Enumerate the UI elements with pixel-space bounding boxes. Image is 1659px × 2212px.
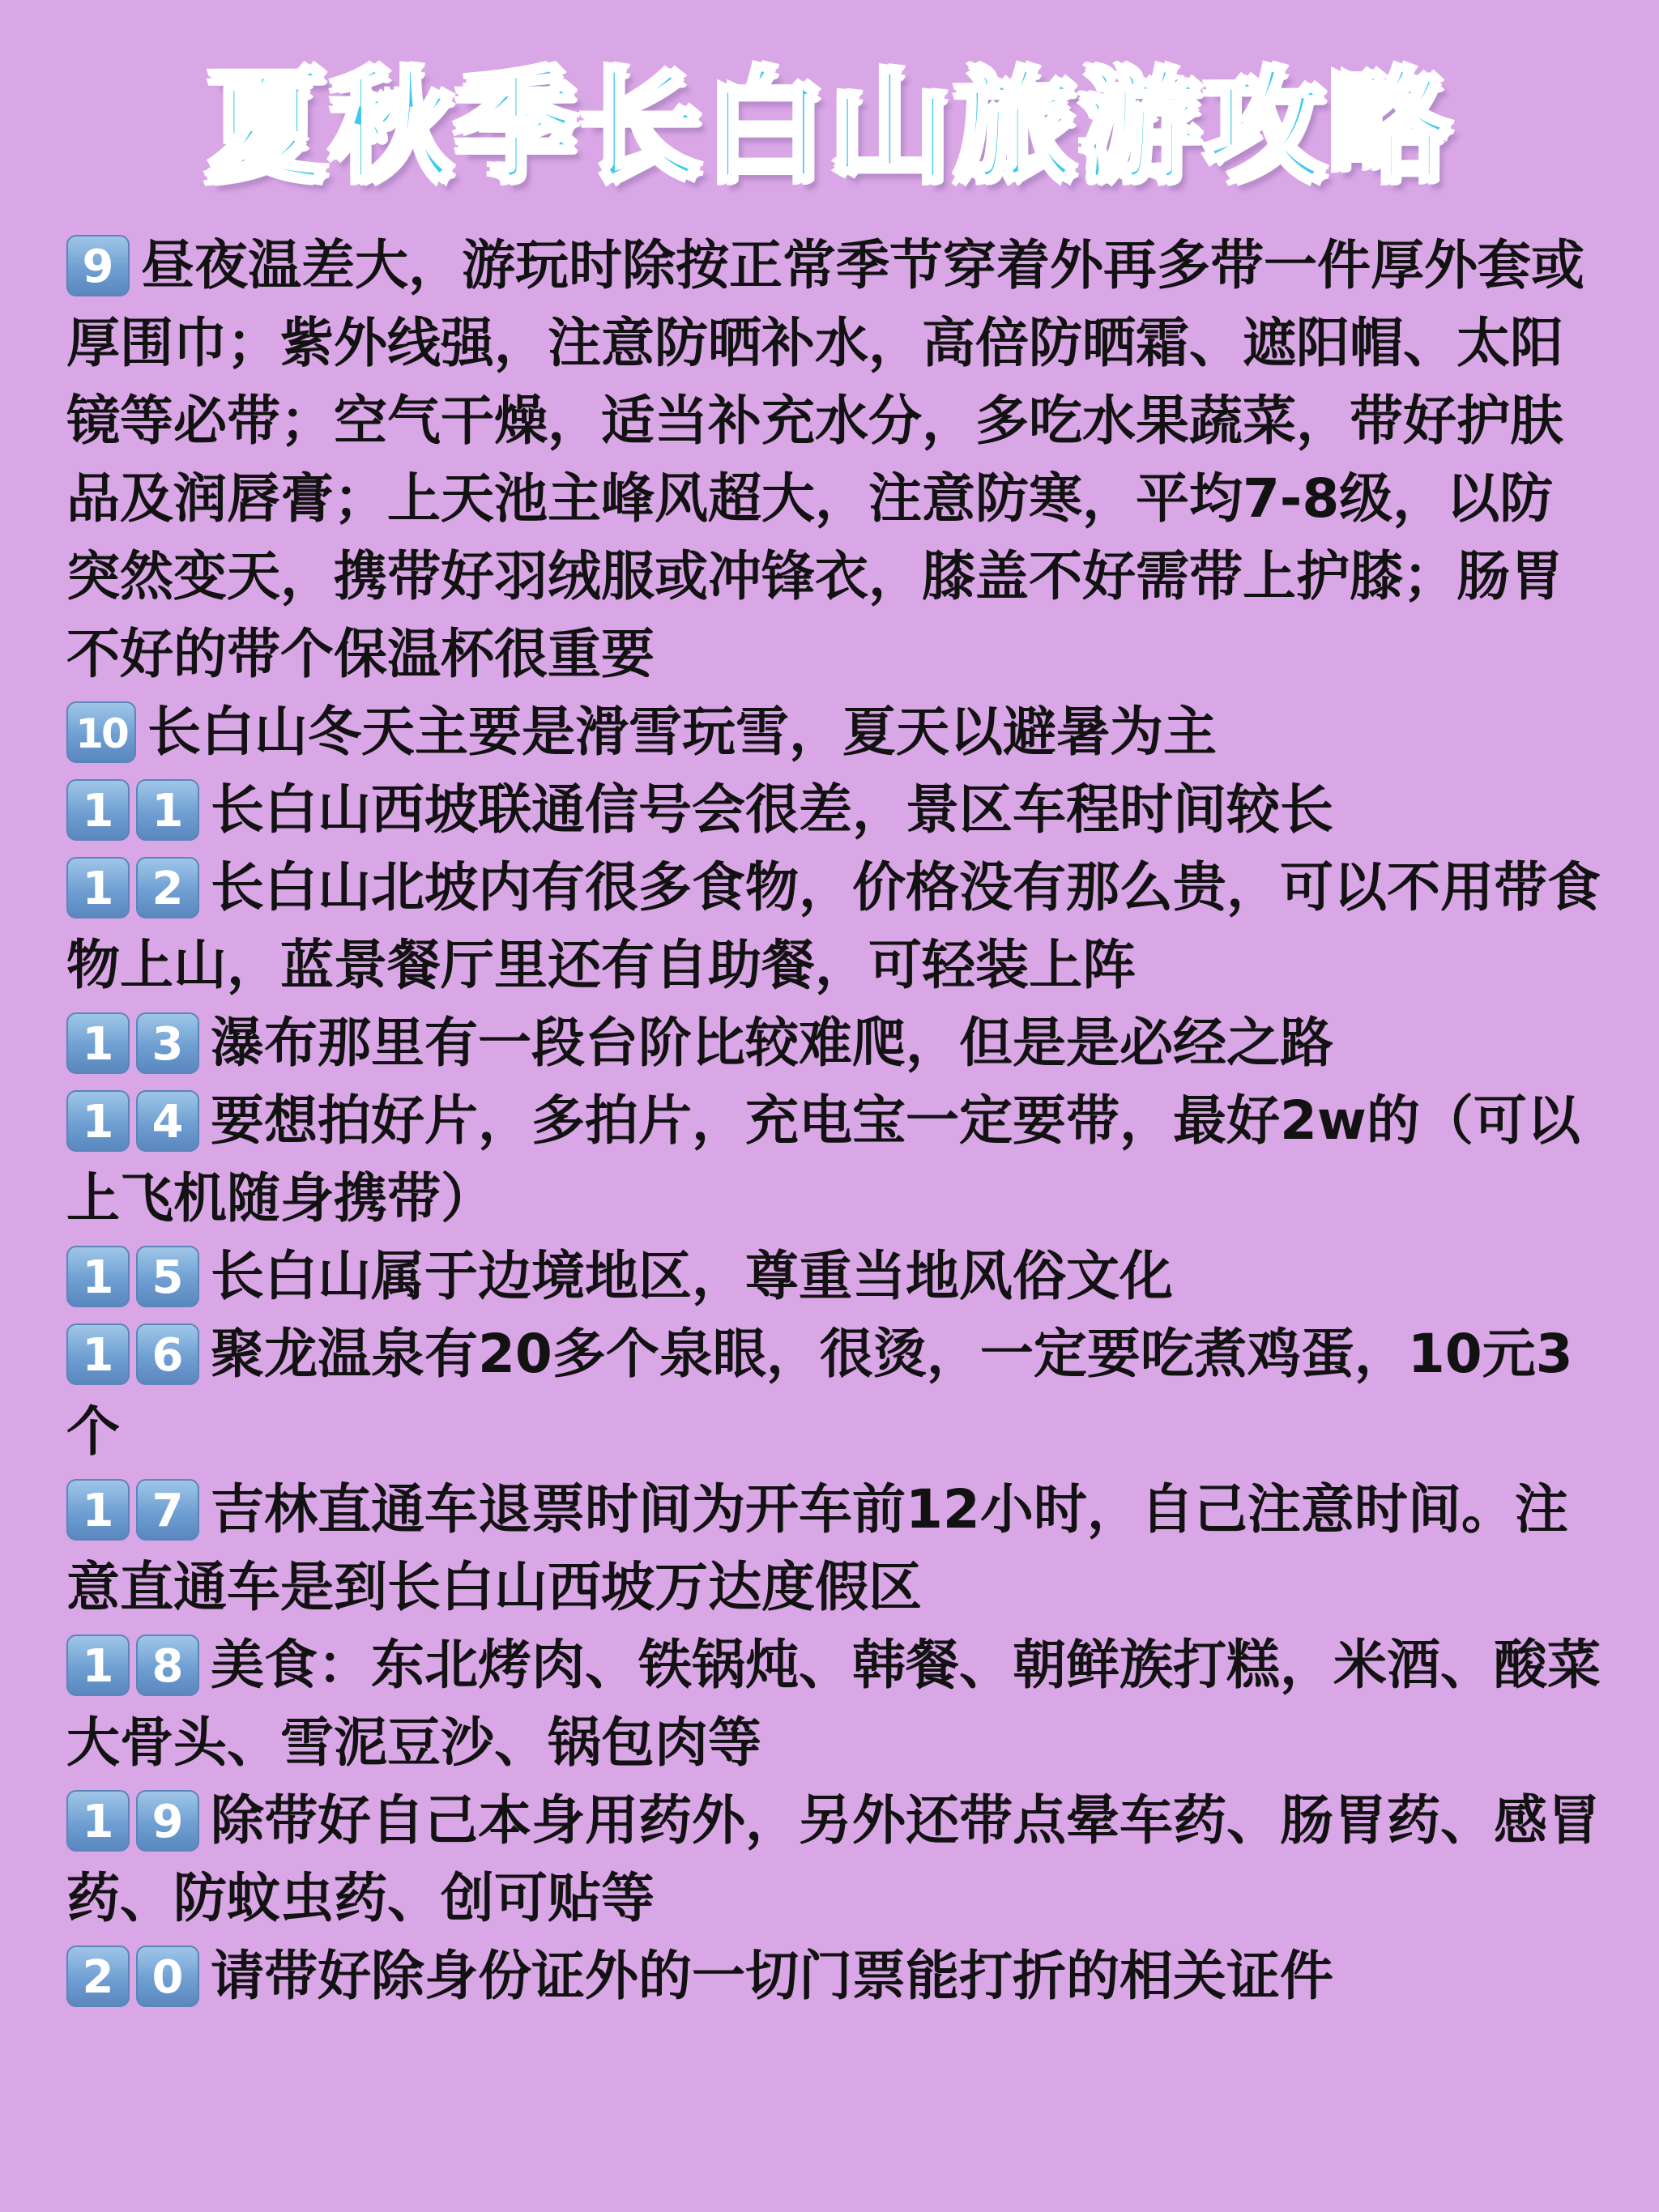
item-text: 请带好除身份证外的一切门票能打折的相关证件 [211, 1945, 1333, 2007]
item-text: 聚龙温泉有20多个泉眼，很烫，一定要吃煮鸡蛋，10元3个 [66, 1323, 1573, 1463]
item-text: 长白山冬天主要是滑雪玩雪，夏天以避暑为主 [147, 701, 1217, 763]
item-text: 吉林直通车退票时间为开车前12小时，自己注意时间。注意直通车是到长白山西坡万达度假区 [66, 1478, 1568, 1618]
list-item [66, 693, 1606, 771]
keycap-digit: 1 [66, 779, 130, 841]
list-item [66, 1082, 1606, 1238]
keycap-digit: 6 [136, 1323, 199, 1385]
number-badge [66, 1323, 206, 1385]
tips-list [66, 227, 1606, 2015]
list-item [66, 227, 1606, 693]
page-title: 夏秋季长白山旅游攻略 [205, 58, 1453, 198]
keycap-digit: 4 [136, 1090, 199, 1152]
item-text: 长白山属于边境地区，尊重当地风俗文化 [211, 1245, 1173, 1307]
list-item [66, 1626, 1606, 1782]
list-item [66, 1471, 1606, 1626]
number-badge [66, 1246, 206, 1307]
list-item [66, 771, 1606, 849]
list-item [66, 849, 1606, 1004]
item-text: 昼夜温差大，游玩时除按正常季节穿着外再多带一件厚外套或厚围巾；紫外线强，注意防晒补水，高倍防晒霜、遮阳帽、太阳镜等必带；空气干燥，适当补充水分，多吃水果蔬菜，带好护肤品及润唇膏；上天池主峰风超大，注意防寒，平均7-8级，以防突然变天，携带好羽绒服或冲锋衣，膝盖不好需带上护膝；肠胃不好的带个保温杯很重要 [66, 234, 1584, 685]
keycap-digit: 1 [136, 779, 199, 841]
keycap-digit: 1 [66, 1634, 130, 1696]
keycap-digit: 1 [66, 1479, 130, 1541]
keycap-digit: 1 [66, 1323, 130, 1385]
list-item [66, 1315, 1606, 1471]
item-text: 瀑布那里有一段台阶比较难爬，但是是必经之路 [211, 1012, 1333, 1074]
keycap-digit: 1 [66, 1012, 130, 1074]
number-badge [66, 1946, 206, 2007]
item-text: 长白山北坡内有很多食物，价格没有那么贵，可以不用带食物上山，蓝景餐厅里还有自助餐，可轻装上阵 [66, 856, 1601, 996]
list-item [66, 1004, 1606, 1082]
keycap-digit: 1 [66, 1790, 130, 1852]
keycap-digit: 9 [136, 1790, 199, 1852]
keycap-digit: 9 [66, 235, 130, 296]
item-text: 长白山西坡联通信号会很差，景区车程时间较长 [211, 778, 1333, 841]
keycap-digit: 0 [136, 1946, 199, 2007]
number-badge [66, 1634, 206, 1696]
keycap-digit: 8 [136, 1634, 199, 1696]
number-badge [66, 235, 136, 296]
keycap-digit: 1 [66, 1090, 130, 1152]
list-item [66, 1238, 1606, 1315]
list-item [66, 1937, 1606, 2015]
keycap-digit: 10 [66, 701, 136, 763]
item-text: 要想拍好片，多拍片，充电宝一定要带，最好2w的（可以上飞机随身携带） [66, 1089, 1580, 1230]
keycap-digit: 2 [66, 1946, 130, 2007]
item-text: 除带好自己本身用药外，另外还带点晕车药、肠胃药、感冒药、防蚊虫药、创可贴等 [66, 1789, 1601, 1929]
item-text: 美食：东北烤肉、铁锅炖、韩餐、朝鲜族打糕，米酒、酸菜大骨头、雪泥豆沙、锅包肉等 [66, 1634, 1601, 1774]
number-badge [66, 1090, 206, 1152]
number-badge [66, 1790, 206, 1852]
number-badge [66, 1012, 206, 1074]
keycap-digit: 1 [66, 1246, 130, 1307]
list-item [66, 1782, 1606, 1937]
number-badge [66, 701, 143, 763]
keycap-digit: 1 [66, 857, 130, 918]
number-badge [66, 857, 206, 918]
number-badge [66, 1479, 206, 1541]
keycap-digit: 7 [136, 1479, 199, 1541]
number-badge [66, 779, 206, 841]
keycap-digit: 5 [136, 1246, 199, 1307]
keycap-digit: 2 [136, 857, 199, 918]
keycap-digit: 3 [136, 1012, 199, 1074]
